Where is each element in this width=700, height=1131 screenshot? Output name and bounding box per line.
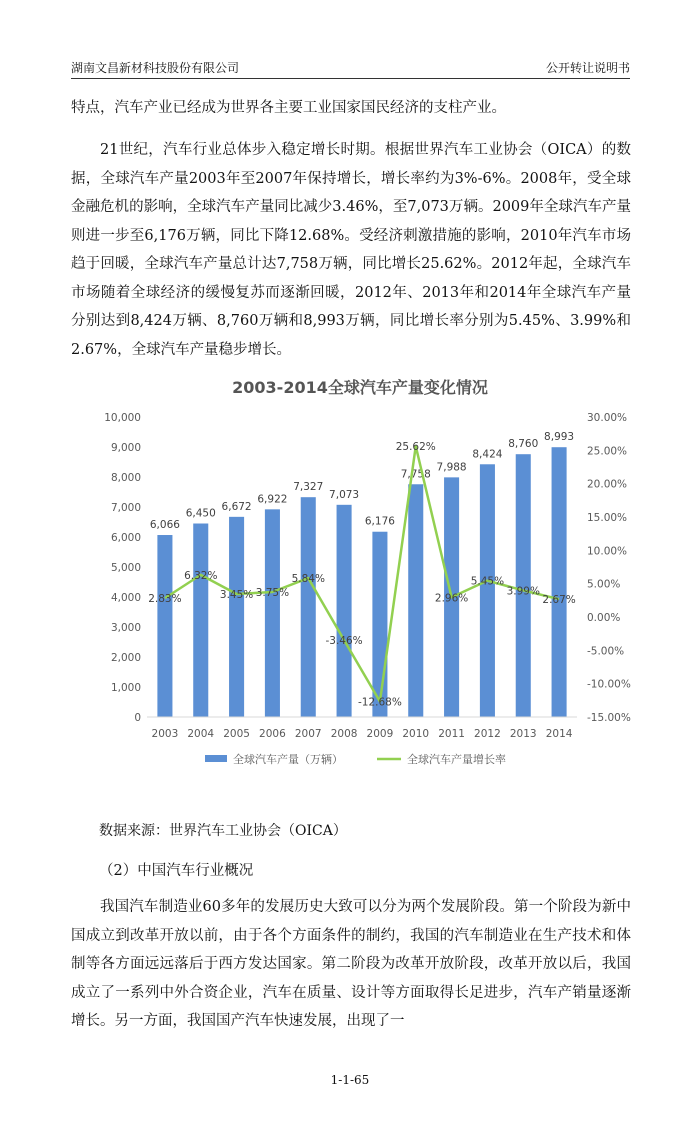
growth-rate-label: 6.32% (184, 569, 218, 582)
y-right-tick-label: 0.00% (587, 612, 621, 624)
y-left-tick-label: 6,000 (110, 532, 141, 544)
paragraph-continuation: 特点，汽车产业已经成为世界各主要工业国家国民经济的支柱产业。 (71, 100, 506, 116)
growth-rate-label: 3.45% (219, 589, 254, 601)
data-source-note: 数据来源：世界汽车工业协会（OICA） (99, 823, 347, 839)
production-value-label: 8,424 (472, 448, 503, 461)
growth-rate-label: -3.46% (325, 635, 363, 648)
x-tick-label: 2007 (294, 728, 322, 740)
y-left-tick-label: 5,000 (110, 562, 141, 574)
growth-rate-label: 5.84% (291, 573, 325, 586)
production-value-label: 7,327 (293, 481, 324, 494)
production-value-label: 6,672 (221, 500, 252, 513)
production-value-label: 6,176 (364, 515, 395, 528)
production-bar (372, 532, 387, 717)
document-type: 公开转让说明书 (545, 61, 630, 75)
y-left-tick-label: 7,000 (110, 502, 141, 514)
production-bar (193, 524, 208, 718)
y-right-tick-label: -5.00% (587, 645, 625, 658)
x-tick-label: 2014 (545, 728, 573, 740)
y-right-tick-label: -10.00% (587, 678, 631, 691)
paragraph-china-overview: 我国汽车制造业60多年的发展历史大致可以分为两个发展阶段。第一个阶段为新中国成立到改革开放以前，由于各个方面条件的制约，我国的汽车制造业在生产技术和体制等各方面远远落后于西方发达国家。第二阶段为改革开放阶段，改革开放以后，我国成立了一系列中外合资企业，汽车在质量、设计等方面取得长足进步，汽车产销量逐渐增长。另一方面，我国国产汽车快速发展，出现了一 (71, 899, 631, 1029)
x-tick-label: 2009 (366, 728, 394, 740)
y-left-tick-label: 1,000 (110, 682, 141, 694)
page-header (71, 58, 630, 79)
y-left-tick-label: 3,000 (110, 622, 141, 634)
x-tick-label: 2005 (223, 728, 250, 740)
y-right-tick-label: 20.00% (587, 478, 628, 491)
global-production-chart (95, 360, 645, 780)
growth-rate-line (165, 446, 559, 701)
production-bar (265, 509, 280, 717)
x-tick-label: 2008 (330, 728, 358, 740)
legend-bar-swatch (205, 755, 227, 762)
production-value-label: 8,993 (544, 431, 575, 444)
y-left-tick-label: 8,000 (110, 472, 141, 484)
y-left-tick-label: 9,000 (110, 442, 141, 454)
y-left-tick-label: 2,000 (110, 652, 141, 664)
x-tick-label: 2010 (402, 728, 430, 740)
growth-rate-label: 25.62% (395, 441, 436, 454)
y-right-tick-label: 10.00% (587, 545, 628, 558)
production-bar (408, 484, 423, 717)
production-bar (229, 517, 244, 717)
x-tick-label: 2004 (187, 728, 215, 740)
y-right-tick-label: -15.00% (587, 712, 631, 724)
growth-rate-label: 5.45% (470, 575, 505, 588)
growth-rate-label: 2.83% (148, 593, 182, 606)
x-tick-label: 2011 (438, 728, 465, 740)
y-left-tick-label: 4,000 (110, 592, 141, 604)
production-value-label: 6,922 (257, 493, 288, 506)
production-value-label: 7,073 (329, 488, 360, 501)
growth-rate-label: -12.68% (358, 696, 402, 709)
growth-rate-label: 3.99% (506, 585, 540, 598)
production-value-label: 6,066 (149, 519, 180, 532)
x-tick-label: 2013 (509, 728, 537, 740)
y-right-tick-label: 5.00% (587, 578, 621, 591)
section-heading: （2）中国汽车行业概况 (99, 863, 254, 879)
x-tick-label: 2006 (259, 728, 286, 740)
production-bar (552, 447, 567, 717)
legend-bar-label: 全球汽车产量（万辆） (233, 753, 343, 766)
y-right-tick-label: 25.00% (587, 445, 628, 458)
production-value-label: 6,450 (185, 507, 216, 520)
legend-line-label: 全球汽车产量增长率 (407, 753, 506, 766)
growth-rate-label: 2.67% (542, 594, 576, 607)
company-name: 湖南文昌新材科技股份有限公司 (71, 61, 240, 75)
production-bar (480, 464, 495, 717)
growth-rate-label: 3.75% (255, 587, 290, 599)
production-bar (301, 497, 316, 717)
y-right-tick-label: 15.00% (587, 512, 628, 524)
growth-rate-label: 2.96% (434, 592, 469, 605)
paragraph-global-production: 21世纪，汽车行业总体步入稳定增长时期。根据世界汽车工业协会（OICA）的数据，全球汽车产量2003年至2007年保持增长，增长率约为3%-6%。2008年，受全球金融危机的影响，全球汽车产量同比减少3.46%，至7,073万辆。2009年全球汽车产量则进一步至6,176万辆，同比下降12.68%。受经济刺激措施的影响，2010年汽车市场趋于回暖，全球汽车产量总计达7,758万辆，同比增长25.62%。2012年起，全球汽车市场随着全球经济的缓慢复苏而逐渐回暖，2012年、2013年和2014年全球汽车产量分别达到8,424万辆、8,760万辆和8,993万辆，同比增长率分别为5.45%、3.99%和2.67%，全球汽车产量稳步增长。 (71, 142, 631, 358)
chart-title: 2003-2014全球汽车产量变化情况 (232, 378, 488, 397)
page-number: 1-1-65 (330, 1073, 370, 1087)
production-value-label: 7,988 (436, 461, 467, 474)
production-bar (157, 535, 172, 717)
production-value-label: 8,760 (508, 438, 539, 451)
x-tick-label: 2003 (151, 728, 179, 740)
production-value-label: 7,758 (400, 468, 431, 481)
y-right-tick-label: 30.00% (587, 412, 628, 424)
y-left-tick-label: 10,000 (104, 412, 141, 424)
production-bar (337, 505, 352, 717)
x-tick-label: 2012 (474, 728, 501, 740)
y-left-tick-label: 0 (134, 712, 141, 724)
